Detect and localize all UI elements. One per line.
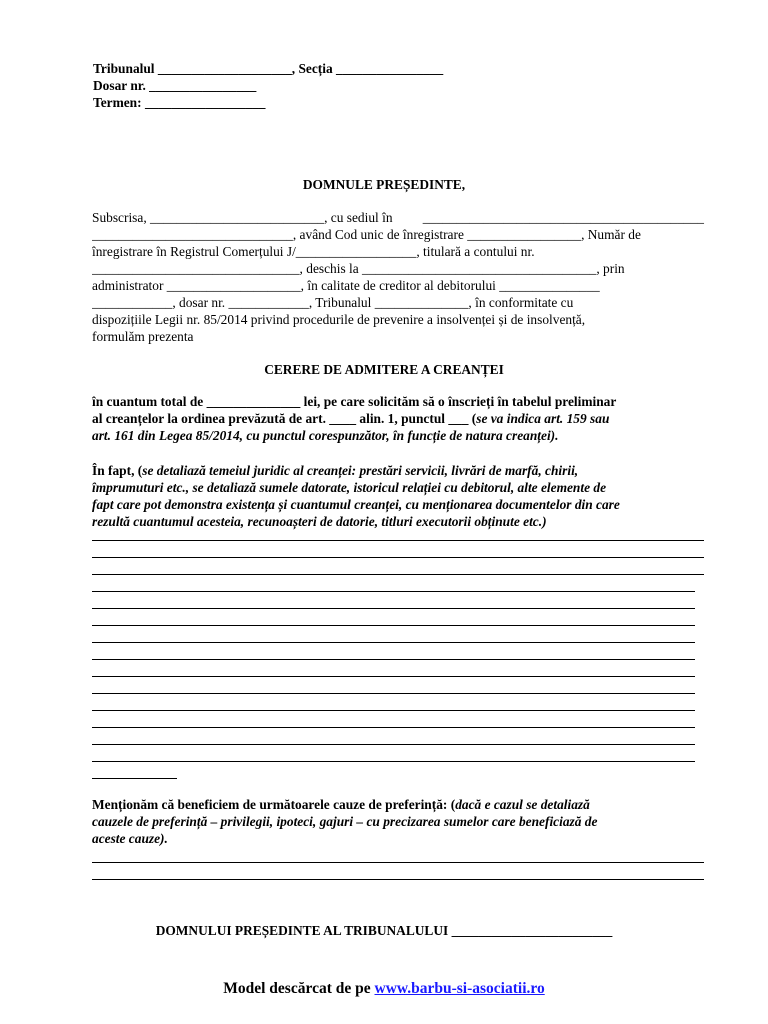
dosar-line: Dosar nr. ________________ <box>93 78 257 93</box>
writing-line <box>92 727 695 728</box>
intro-line-8: formulăm prezenta <box>92 329 194 344</box>
footer <box>0 980 768 997</box>
in-fapt-line-1: se detaliază temeiul juridic al creanței: prestări servicii, livrări de marfă, chirii, <box>142 463 579 478</box>
preferinta-lead: Menționăm că beneficiem de următoarele cauze de preferință: ( <box>92 797 456 812</box>
writing-line <box>92 540 704 541</box>
in-fapt-paragraph <box>92 462 704 530</box>
writing-line <box>92 625 695 626</box>
case-header <box>93 60 443 111</box>
cuantum-paragraph <box>92 393 704 444</box>
intro-line-7: dispozițiile Legii nr. 85/2014 privind procedurile de prevenire a insolvenței și de insolvență, <box>92 312 586 327</box>
writing-line <box>92 761 695 762</box>
preferinta-line-3: aceste cauze). <box>92 831 168 846</box>
website-link[interactable]: www.barbu-si-asociatii.ro <box>374 980 545 997</box>
writing-line <box>92 879 704 880</box>
in-fapt-lead: În fapt, ( <box>92 463 143 478</box>
cuantum-line-1: în cuantum total de ______________ lei, pe care solicităm să o înscrieți în tabelul preliminar <box>92 394 617 409</box>
intro-line-1a: Subscrisa, __________________________, cu sediul în <box>92 210 393 225</box>
writing-line <box>92 693 695 694</box>
writing-line <box>92 710 695 711</box>
in-fapt-line-2: împrumuturi etc., se detaliază sumele datorate, istoricul relației cu debitorul, alte elemente de <box>92 480 607 495</box>
writing-line <box>92 591 695 592</box>
writing-line <box>92 659 695 660</box>
intro-line-5: administrator ____________________, în calitate de creditor al debitorului _______________ <box>92 278 600 293</box>
writing-line <box>92 557 704 558</box>
preferinta-line-2: cauzele de preferință – privilegii, ipoteci, gajuri – cu precizarea sumelor care beneficiază de <box>92 814 598 829</box>
footer-prefix: Model descărcat de pe <box>223 980 371 997</box>
in-fapt-line-4: rezultă cuantumul acesteia, recunoașteri de datorie, titluri executorii obținute etc.) <box>92 514 547 529</box>
termen-line: Termen: __________________ <box>93 95 266 110</box>
writing-line <box>92 608 695 609</box>
writing-line <box>92 574 704 575</box>
cuantum-line-3: art. 161 din Legea 85/2014, cu punctul corespunzător, în funcție de natura creanței). <box>92 428 559 443</box>
preferinta-line-1: dacă e cazul se detaliază <box>455 797 590 812</box>
intro-paragraph <box>92 209 704 345</box>
preferinta-paragraph <box>92 796 704 847</box>
document-title: CERERE DE ADMITERE A CREANȚEI <box>264 362 504 377</box>
intro-line-4: _______________________________, deschis la ___________________________________, prin <box>92 261 625 276</box>
intro-line-6: ____________, dosar nr. ____________, Tribunalul ______________, în conformitate cu <box>92 295 574 310</box>
tribunal-line: Tribunalul ____________________, Secția ________________ <box>93 61 444 76</box>
signature-line: DOMNULUI PREȘEDINTE AL TRIBUNALULUI ________________________ <box>155 923 613 938</box>
writing-line <box>92 642 695 643</box>
in-fapt-line-3: fapt care pot demonstra existența și cuantumul creanței, cu menționarea documentelor din care <box>92 497 620 512</box>
salutation: DOMNULE PREȘEDINTE, <box>302 177 466 192</box>
intro-line-2: ______________________________, având Cod unic de înregistrare _________________, Număr de <box>92 227 641 242</box>
intro-line-1b: __________________________________________ <box>422 210 704 225</box>
cuantum-line-2-italic: se va indica art. 159 sau <box>476 411 610 426</box>
writing-line <box>92 744 695 745</box>
intro-line-3: înregistrare în Registrul Comerțului J/__________________, titulară a contului nr. <box>92 244 535 259</box>
cuantum-line-2-bold: al creanțelor la ordinea prevăzută de art. ____ alin. 1, punctul ___ ( <box>92 411 477 426</box>
writing-line <box>92 862 704 863</box>
writing-line <box>92 778 177 779</box>
writing-line <box>92 676 695 677</box>
